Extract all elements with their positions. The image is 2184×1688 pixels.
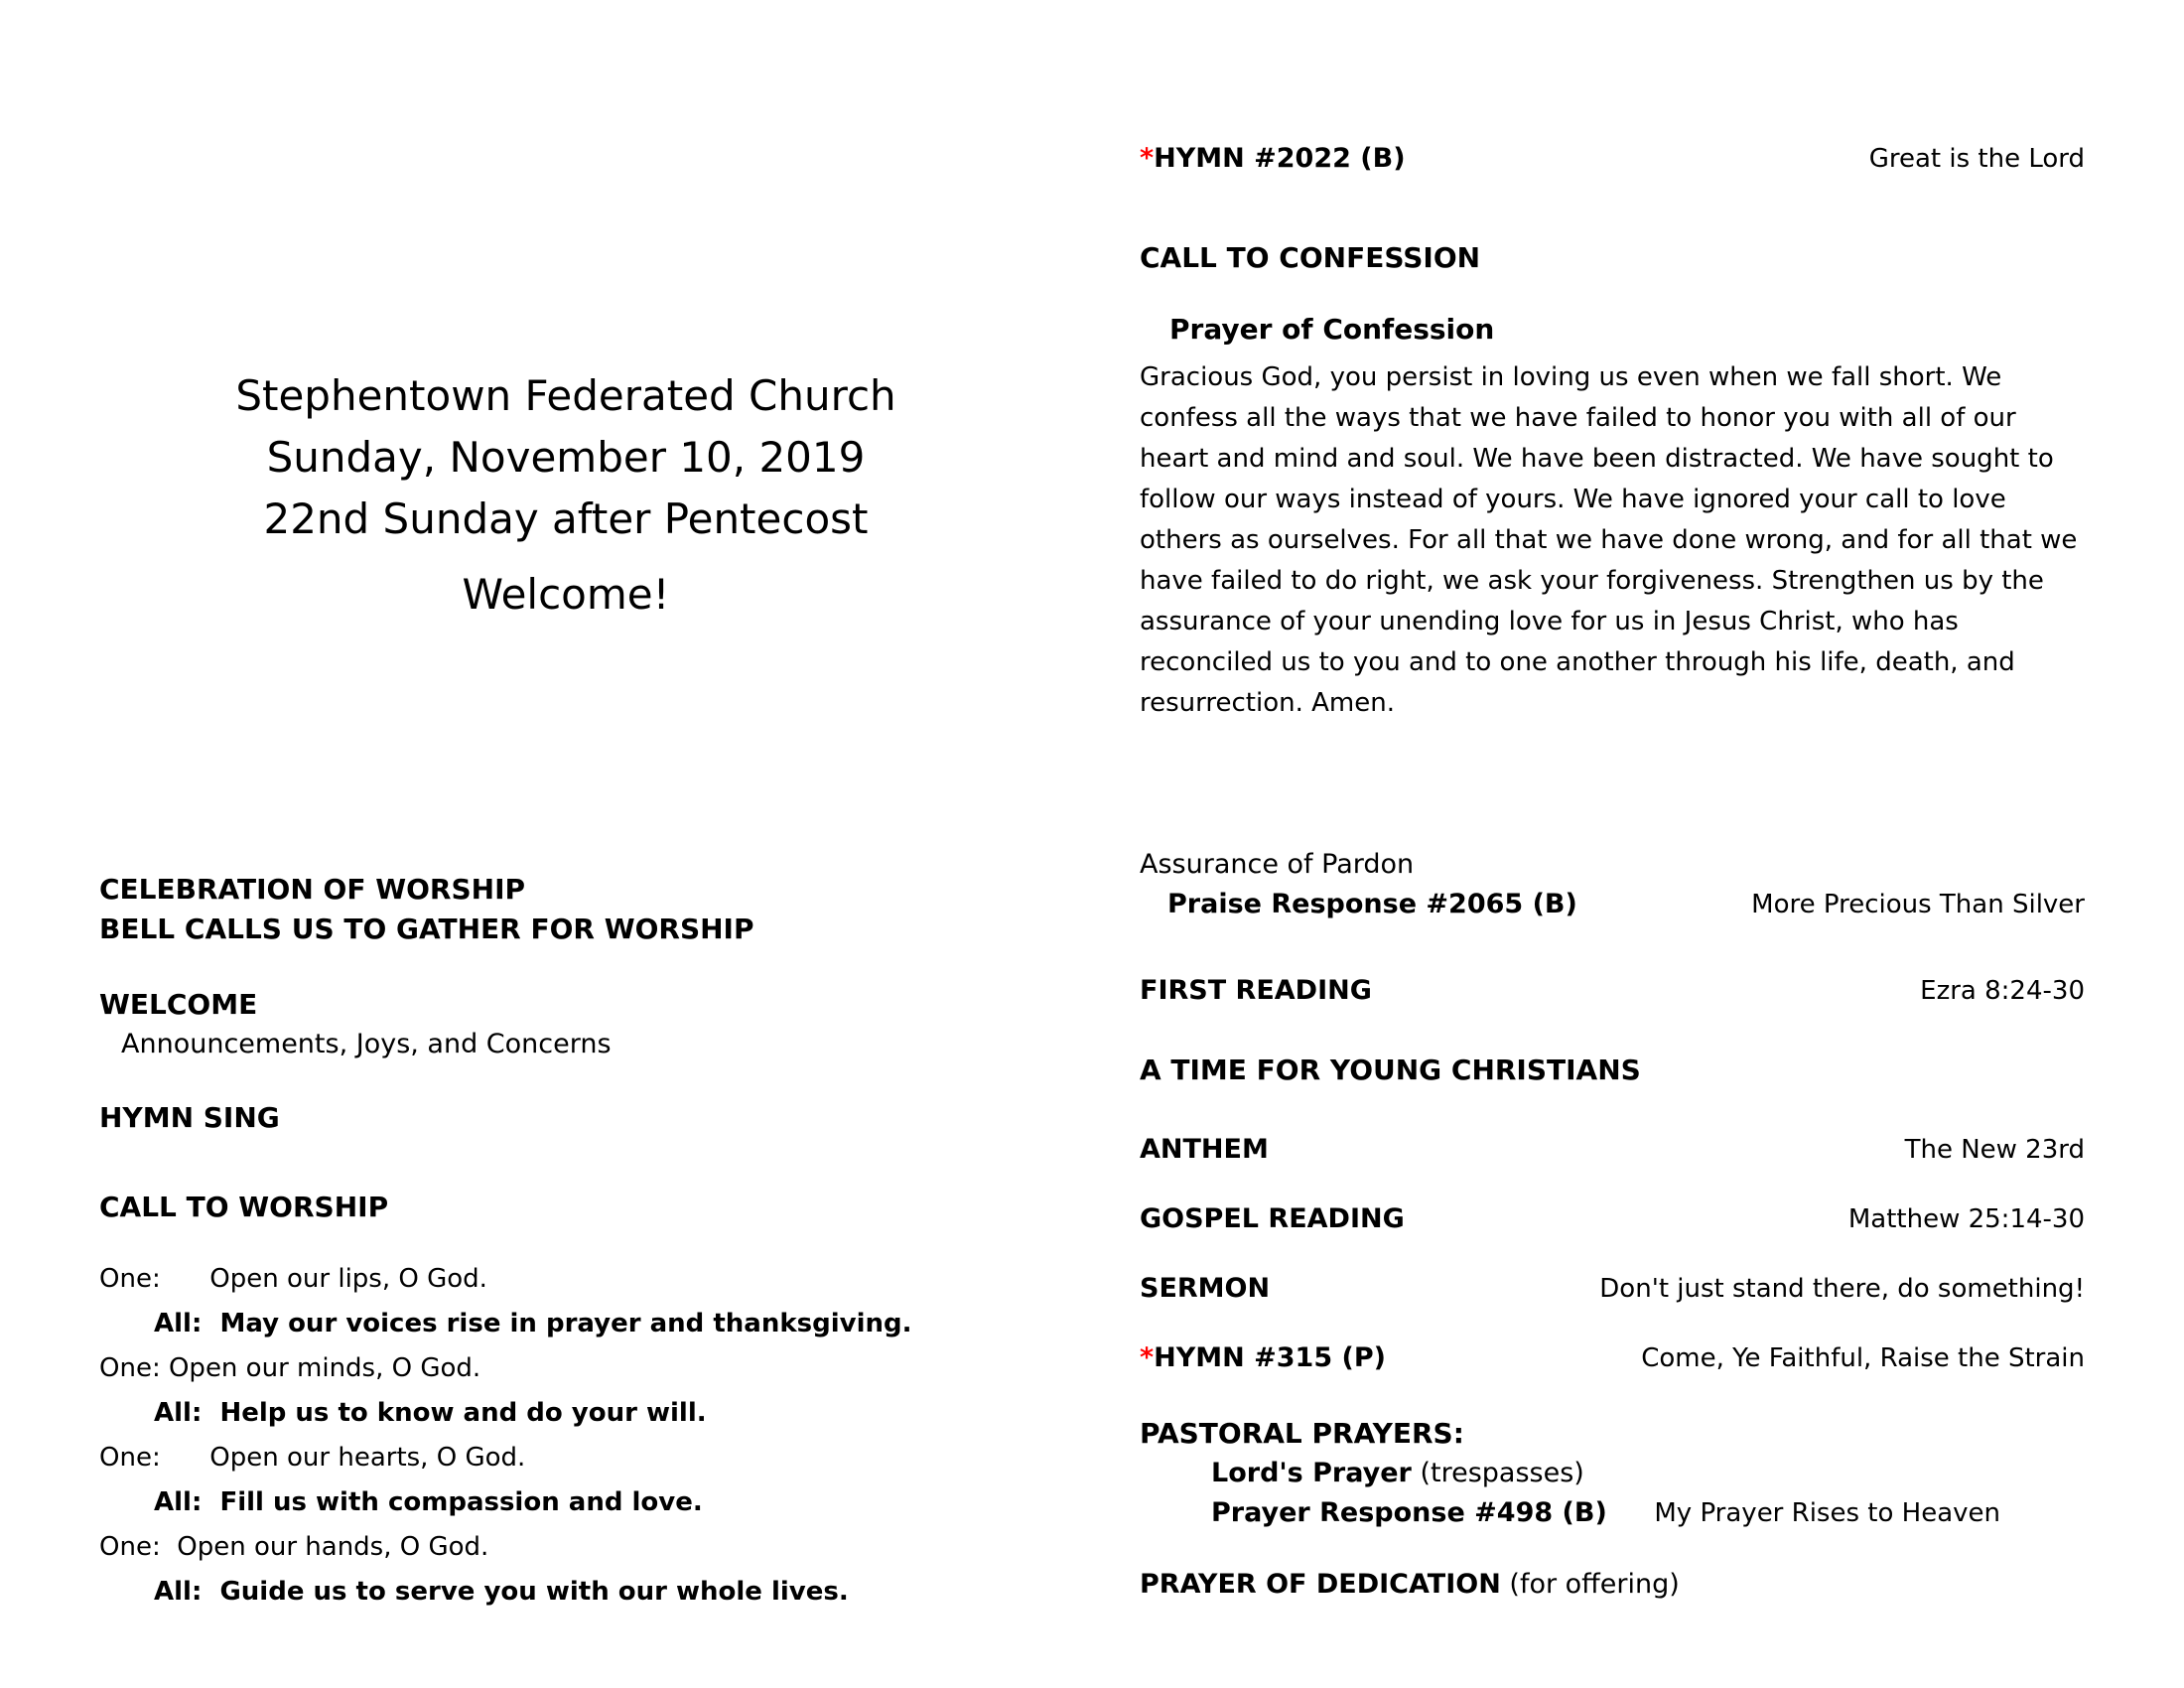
speaker-label: One: bbox=[99, 1532, 161, 1562]
litany-text: Open our hearts, O God. bbox=[209, 1443, 526, 1473]
worship-headings bbox=[99, 870, 1032, 949]
litany-line-one-3 bbox=[99, 1436, 1032, 1480]
hymn-315-label bbox=[1140, 1338, 1386, 1378]
speaker-label: All: bbox=[154, 1309, 203, 1338]
service-date: Sunday, November 10, 2019 bbox=[266, 433, 866, 482]
litany-text: Help us to know and do your will. bbox=[219, 1398, 707, 1428]
assurance-of-pardon-line: Assurance of Pardon bbox=[1140, 849, 1415, 880]
litany-text: Open our hands, O God. bbox=[177, 1532, 489, 1562]
call-to-worship-litany bbox=[99, 1257, 1032, 1615]
speaker-separator bbox=[202, 1309, 219, 1338]
dedication-label: PRAYER OF DEDICATION bbox=[1140, 1569, 1501, 1600]
sermon-row bbox=[1140, 1269, 2085, 1309]
anthem-label: ANTHEM bbox=[1140, 1134, 1269, 1165]
praise-response-row bbox=[1140, 885, 2085, 924]
hymn-315-row bbox=[1140, 1338, 2085, 1378]
young-christians-heading: A TIME FOR YOUNG CHRISTIANS bbox=[1140, 1054, 1641, 1086]
gospel-reading-reference: Matthew 25:14-30 bbox=[1847, 1204, 2085, 1234]
bell-heading: BELL CALLS US TO GATHER FOR WORSHIP bbox=[99, 913, 754, 945]
litany-line-one-4 bbox=[99, 1525, 1032, 1570]
speaker-label: One: bbox=[99, 1353, 161, 1383]
litany-line-one-1 bbox=[99, 1257, 1032, 1302]
dedication-line bbox=[1140, 1565, 1680, 1605]
litany-text: Open our minds, O God. bbox=[168, 1353, 481, 1383]
first-reading-row bbox=[1140, 971, 2085, 1011]
title-block bbox=[99, 365, 1032, 626]
prayer-response-row bbox=[1140, 1493, 2085, 1533]
first-reading-label: FIRST READING bbox=[1140, 975, 1372, 1006]
liturgical-day: 22nd Sunday after Pentecost bbox=[263, 494, 869, 543]
hymn-2022-row bbox=[1140, 139, 2085, 179]
speaker-label: All: bbox=[154, 1398, 203, 1428]
litany-text: Guide us to serve you with our whole lives. bbox=[219, 1577, 849, 1607]
lords-prayer-line bbox=[1211, 1454, 1584, 1493]
speaker-separator bbox=[161, 1532, 178, 1562]
litany-line-all-3 bbox=[99, 1480, 1032, 1525]
first-reading-reference: Ezra 8:24-30 bbox=[1920, 976, 2085, 1006]
litany-text: Open our lips, O God. bbox=[209, 1264, 487, 1294]
stand-asterisk: * bbox=[1140, 143, 1155, 174]
prayer-of-confession-text: Gracious God, you persist in loving us even when we fall short. We confess all the ways that we have failed to honor you with all of our heart and mind and soul. We have been distracted. We have sought to follow our ways instead of yours. We have ignored your call to love others as ourselves. For all that we have done wrong, and for all that we have failed to do right, we ask your forgiveness. Strengthen us by the assurance of your unending love for us in Jesus Christ, who has reconciled us to you and to one another through his life, death, and resurrection. Amen. bbox=[1140, 362, 2078, 718]
welcome-heading: WELCOME bbox=[99, 988, 258, 1021]
order-of-worship-column bbox=[1140, 0, 2085, 1605]
welcome-block bbox=[99, 985, 1032, 1064]
speaker-separator bbox=[161, 1443, 210, 1473]
prayer-of-confession-heading: Prayer of Confession bbox=[1169, 313, 1495, 346]
litany-line-all-2 bbox=[99, 1391, 1032, 1436]
anthem-title: The New 23rd bbox=[1904, 1135, 2085, 1165]
gospel-reading-row bbox=[1140, 1199, 2085, 1239]
lords-prayer-note: (trespasses) bbox=[1420, 1458, 1584, 1488]
prayer-response-title: My Prayer Rises to Heaven bbox=[1654, 1498, 2000, 1528]
praise-response-title: More Precious Than Silver bbox=[1751, 890, 2085, 919]
speaker-label: All: bbox=[154, 1487, 203, 1517]
lords-prayer-row bbox=[1140, 1454, 2085, 1493]
litany-text: May our voices rise in prayer and thanksgiving. bbox=[219, 1309, 912, 1338]
litany-line-all-4 bbox=[99, 1570, 1032, 1615]
call-to-confession-heading: CALL TO CONFESSION bbox=[1140, 241, 1481, 274]
hymn-2022-title: Great is the Lord bbox=[1868, 144, 2085, 174]
cover-column bbox=[99, 0, 1032, 1615]
speaker-separator bbox=[202, 1487, 219, 1517]
hymn-number: HYMN #315 (P) bbox=[1154, 1342, 1386, 1373]
prayer-response-label: Prayer Response #498 (B) bbox=[1211, 1497, 1607, 1528]
announcements-line: Announcements, Joys, and Concerns bbox=[121, 1029, 612, 1059]
welcome-text: Welcome! bbox=[462, 570, 670, 619]
hymn-number: HYMN #2022 (B) bbox=[1154, 143, 1406, 174]
gospel-reading-label: GOSPEL READING bbox=[1140, 1203, 1405, 1234]
speaker-separator bbox=[161, 1353, 169, 1383]
speaker-label: One: bbox=[99, 1264, 161, 1294]
anthem-row bbox=[1140, 1130, 2085, 1170]
church-name: Stephentown Federated Church bbox=[235, 371, 896, 420]
dedication-row bbox=[1140, 1565, 2085, 1605]
dedication-note: (for offering) bbox=[1509, 1569, 1680, 1600]
celebration-heading: CELEBRATION OF WORSHIP bbox=[99, 873, 526, 906]
speaker-separator bbox=[161, 1264, 210, 1294]
hymn-sing-heading: HYMN SING bbox=[99, 1101, 280, 1134]
stand-asterisk: * bbox=[1140, 1342, 1155, 1373]
litany-line-all-1 bbox=[99, 1302, 1032, 1346]
speaker-separator bbox=[202, 1577, 219, 1607]
praise-response-label: Praise Response #2065 (B) bbox=[1167, 889, 1577, 919]
speaker-label: One: bbox=[99, 1443, 161, 1473]
speaker-label: All: bbox=[154, 1577, 203, 1607]
call-to-worship-heading: CALL TO WORSHIP bbox=[99, 1191, 389, 1223]
hymn-2022-label bbox=[1140, 139, 1406, 179]
speaker-separator bbox=[202, 1398, 219, 1428]
pastoral-prayers-heading: PASTORAL PRAYERS: bbox=[1140, 1417, 1464, 1450]
litany-line-one-2 bbox=[99, 1346, 1032, 1391]
sermon-title: Don't just stand there, do something! bbox=[1599, 1274, 2085, 1304]
litany-text: Fill us with compassion and love. bbox=[219, 1487, 703, 1517]
sermon-label: SERMON bbox=[1140, 1273, 1271, 1304]
lords-prayer-label: Lord's Prayer bbox=[1211, 1458, 1412, 1488]
hymn-315-title: Come, Ye Faithful, Raise the Strain bbox=[1641, 1343, 2085, 1373]
